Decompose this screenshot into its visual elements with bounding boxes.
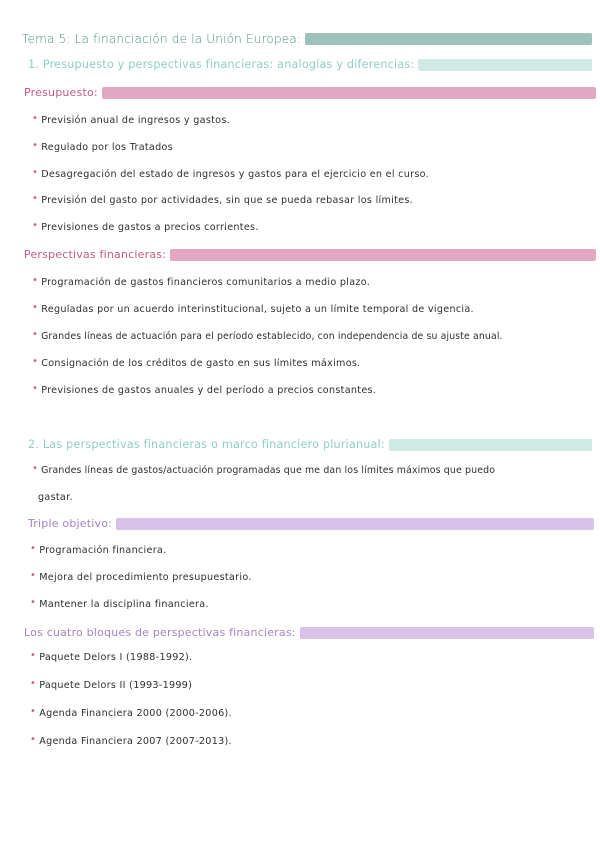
bloques-heading-row	[24, 626, 594, 639]
bloques-highlight-bar	[300, 627, 594, 639]
list-item: • Desagregación del estado de ingresos y gastos para el ejercicio en el curso.	[32, 167, 430, 180]
list-item: • Consignación de los créditos de gasto en sus límites máximos.	[32, 356, 361, 369]
section1-highlight-bar	[418, 59, 592, 71]
list-item: • Mejora del procedimiento presupuestario.	[30, 570, 252, 583]
bullet-icon: •	[32, 275, 39, 286]
list-item: • Previsiones de gastos a precios corrientes.	[32, 220, 259, 233]
bullet-icon: •	[30, 597, 37, 608]
list-item: • Previsión anual de ingresos y gastos.	[32, 113, 230, 126]
list-item: • Agenda Financiera 2007 (2007-2013).	[30, 734, 232, 747]
list-item: • Grandes líneas de actuación para el período establecido, con independencia de su ajuste anual.	[32, 329, 503, 342]
list-item: • Programación de gastos financieros comunitarios a medio plazo.	[32, 275, 371, 288]
presupuesto-heading: Presupuesto:	[24, 86, 98, 99]
bullet-icon: •	[32, 140, 39, 151]
list-item: • Regulado por los Tratados	[32, 140, 173, 153]
list-item: • Programación financiera.	[30, 543, 167, 556]
bullet-icon: •	[32, 220, 39, 231]
bullet-icon: •	[30, 650, 37, 661]
list-item: • Previsiones de gastos anuales y del período a precios constantes.	[32, 383, 377, 396]
list-item: • Reguladas por un acuerdo interinstitucional, sujeto a un límite temporal de vigencia.	[32, 302, 474, 315]
bullet-icon: •	[30, 678, 37, 689]
bullet-icon: •	[30, 706, 37, 717]
section2-highlight-bar	[389, 439, 592, 451]
section2-heading-row	[28, 438, 592, 451]
list-item: • Paquete Delors I (1988-1992).	[30, 650, 193, 663]
bullet-icon: •	[32, 463, 39, 474]
bullet-icon: •	[32, 302, 39, 313]
perspectivas-heading: Perspectivas financieras:	[24, 248, 167, 261]
list-item-continuation: gastar.	[38, 492, 73, 503]
bullet-icon: •	[32, 113, 39, 124]
bullet-icon: •	[32, 193, 39, 204]
list-item: • Paquete Delors II (1993-1999)	[30, 678, 193, 691]
section1-heading: 1. Presupuesto y perspectivas financieras: analogías y diferencias:	[28, 58, 415, 71]
triple-heading-row	[28, 517, 594, 530]
triple-highlight-bar	[116, 518, 594, 530]
bullet-icon: •	[32, 167, 39, 178]
list-item: • Mantener la disciplina financiera.	[30, 597, 209, 610]
section2-heading: 2. Las perspectivas financieras o marco financiero plurianual:	[28, 438, 385, 451]
list-item: • Agenda Financiera 2000 (2000-2006).	[30, 706, 232, 719]
section1-heading-row	[28, 58, 592, 71]
bullet-icon: •	[30, 570, 37, 581]
page-title: Tema 5: La financiación de la Unión Europea:	[22, 32, 302, 46]
presupuesto-heading-row	[24, 86, 596, 99]
bullet-icon: •	[32, 329, 39, 340]
bullet-icon: •	[32, 356, 39, 367]
title-highlight-bar	[305, 33, 592, 45]
perspectivas-highlight-bar	[170, 249, 596, 261]
presupuesto-highlight-bar	[102, 87, 596, 99]
page-title-row	[22, 32, 592, 46]
list-item: • Grandes líneas de gastos/actuación programadas que me dan los límites máximos que puedo	[32, 463, 496, 476]
bloques-heading: Los cuatro bloques de perspectivas financieras:	[24, 626, 296, 639]
bullet-icon: •	[30, 734, 37, 745]
perspectivas-heading-row	[24, 248, 596, 261]
bullet-icon: •	[32, 383, 39, 394]
bullet-icon: •	[30, 543, 37, 554]
list-item: • Previsión del gasto por actividades, sin que se pueda rebasar los límites.	[32, 193, 414, 206]
triple-heading: Triple objetivo:	[28, 517, 113, 530]
